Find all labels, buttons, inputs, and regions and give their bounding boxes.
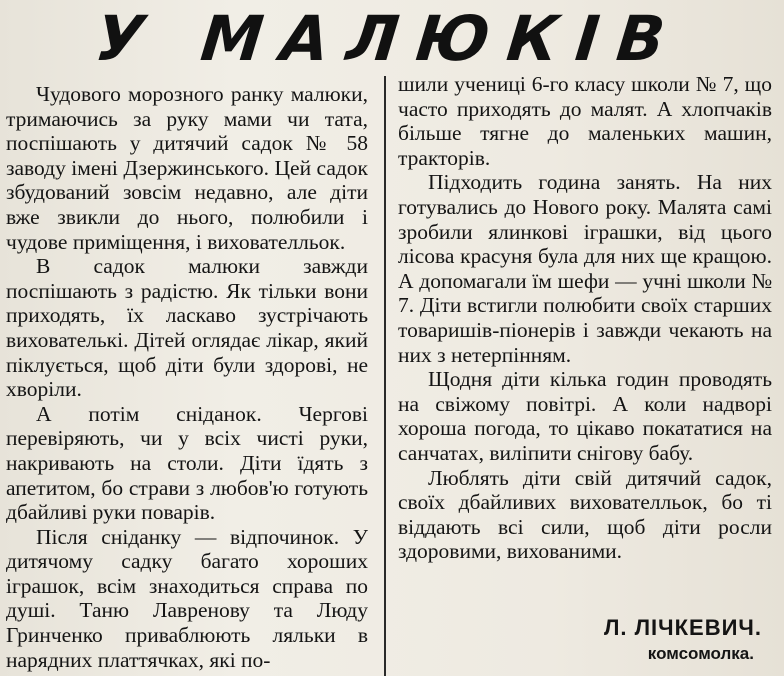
article-column-left [6,82,368,672]
paragraph: В садок малюки завжди поспішають з радістю. Як тільки вони приходять, їх ласкаво зустрічають вихователькі. Дітей оглядає лікар, який піклується, щоб діти були здорові, не хворіли. [6,254,368,402]
paragraph: Чудового морозного ранку малюки, тримаючись за руку мами чи тата, поспішають у дитячий садок № 58 заводу імені Дзержинського. Цей садок збудований зовсім недавно, але діти вже звикли до нього, полюбили і чудове приміщення, і вихователльок. [6,82,368,254]
article-column-right [398,72,772,564]
author-signature [604,614,762,666]
column-divider [384,76,386,676]
paragraph: Після сніданку — відпочинок. У дитячому садку багато хороших іграшок, всім знаходиться справа по душі. Таню Лавренову та Люду Гринченко приваблюють ляльки в нарядних платтячках, які по- [6,524,368,672]
author-name: Л. ЛІЧКЕВИЧ. [603,615,762,640]
paragraph: Щодня діти кілька годин проводять на свіжому повітрі. А коли надворі хороша погода, то цікаво покататися на санчатах, виліпити снігову бабу. [398,367,772,465]
paragraph: А потім сніданок. Чергові перевіряють, чи у всіх чисті руки, накривають на столи. Діти їдять з апетитом, бо страви з любов'ю готують дбайливі руки поварів. [6,401,368,525]
headline: У МАЛЮКІВ [92,2,687,75]
paragraph: Люблять діти свій дитячий садок, своїх дбайливих вихователльок, бо ті віддають всі сили, щоб діти росли здоровими, вихованими. [398,465,772,564]
author-role: комсомолка. [647,644,754,663]
paragraph-continuation: шили учениці 6-го класу школи № 7, що часто приходять до малят. А хлопчаків більше тягне до маленьких машин, тракторів. [398,72,772,170]
paragraph: Підходить година занять. На них готувались до Нового року. Малята самі зробили ялинкові іграшки, від цього лісова красуня була для них ще кращою. А допомагали їм шефи — учні школи № 7. Діти встигли полюбити своїх старших товаришів-піонерів і завжди чекають на них з нетерпінням. [398,170,772,367]
